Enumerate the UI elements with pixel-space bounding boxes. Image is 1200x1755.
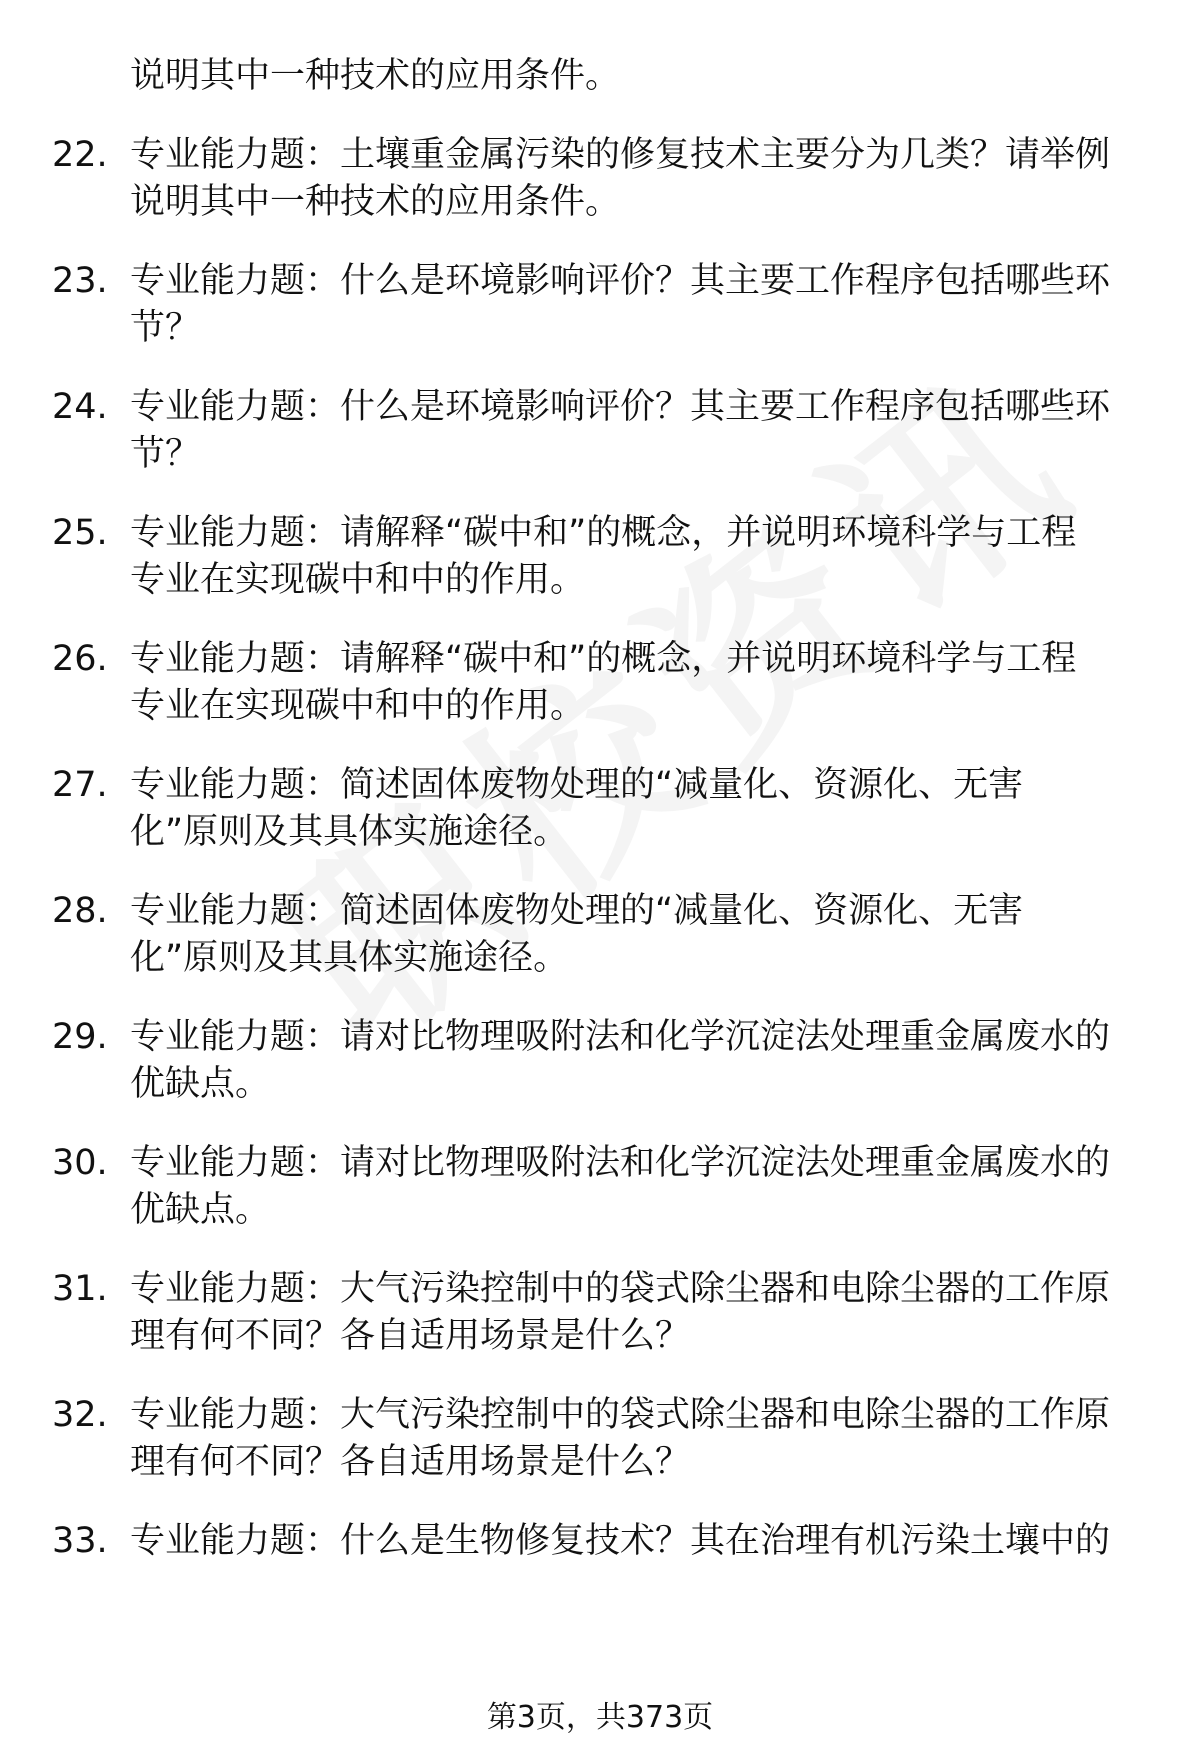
question-text-line1: 专业能力题：请对比物理吸附法和化学沉淀法处理重金属废水的: [130, 1017, 1111, 1057]
question-text-line1: 专业能力题：简述固体废物处理的“减量化、资源化、无害: [130, 765, 1024, 805]
page-footer: 第3页，共373页: [486, 1700, 714, 1735]
question-number: 26.: [52, 639, 108, 679]
question-text-line2: 优缺点。: [130, 1190, 271, 1230]
question-number: 25.: [52, 513, 108, 553]
question-text-line1: 专业能力题：什么是生物修复技术？其在治理有机污染土壤中的: [130, 1521, 1111, 1561]
question-text-line2: 节？: [130, 434, 201, 474]
question-text-line1: 专业能力题：什么是环境影响评价？其主要工作程序包括哪些环: [130, 387, 1111, 427]
question-text-line2: 说明其中一种技术的应用条件。: [130, 182, 621, 222]
question-number: 33.: [52, 1521, 108, 1561]
question-text-line2: 优缺点。: [130, 1064, 271, 1104]
question-number: 31.: [52, 1269, 108, 1309]
question-text-line2: 节？: [130, 308, 201, 348]
question-number: 22.: [52, 135, 108, 175]
question-text-line2: 化”原则及其具体实施途径。: [130, 938, 569, 978]
question-number: 29.: [52, 1017, 108, 1057]
question-number: 30.: [52, 1143, 108, 1183]
continuation-text: 说明其中一种技术的应用条件。: [130, 56, 621, 96]
question-text-line1: 专业能力题：什么是环境影响评价？其主要工作程序包括哪些环: [130, 261, 1111, 301]
question-text-line1: 专业能力题：土壤重金属污染的修复技术主要分为几类？请举例: [130, 135, 1111, 175]
question-text-line2: 理有何不同？各自适用场景是什么？: [130, 1316, 691, 1356]
question-text-line2: 专业在实现碳中和中的作用。: [130, 686, 586, 726]
question-number: 27.: [52, 765, 108, 805]
question-text-line1: 专业能力题：请解释“碳中和”的概念，并说明环境科学与工程: [130, 513, 1077, 553]
question-number: 28.: [52, 891, 108, 931]
question-text-line2: 专业在实现碳中和中的作用。: [130, 560, 586, 600]
question-number: 24.: [52, 387, 108, 427]
question-text-line2: 化”原则及其具体实施途径。: [130, 812, 569, 852]
question-number: 32.: [52, 1395, 108, 1435]
question-text-line1: 专业能力题：请对比物理吸附法和化学沉淀法处理重金属废水的: [130, 1143, 1111, 1183]
question-number: 23.: [52, 261, 108, 301]
question-text-line1: 专业能力题：请解释“碳中和”的概念，并说明环境科学与工程: [130, 639, 1077, 679]
question-text-line1: 专业能力题：大气污染控制中的袋式除尘器和电除尘器的工作原: [130, 1395, 1111, 1435]
question-text-line1: 专业能力题：大气污染控制中的袋式除尘器和电除尘器的工作原: [130, 1269, 1111, 1309]
question-text-line2: 理有何不同？各自适用场景是什么？: [130, 1442, 691, 1482]
question-text-line1: 专业能力题：简述固体废物处理的“减量化、资源化、无害: [130, 891, 1024, 931]
